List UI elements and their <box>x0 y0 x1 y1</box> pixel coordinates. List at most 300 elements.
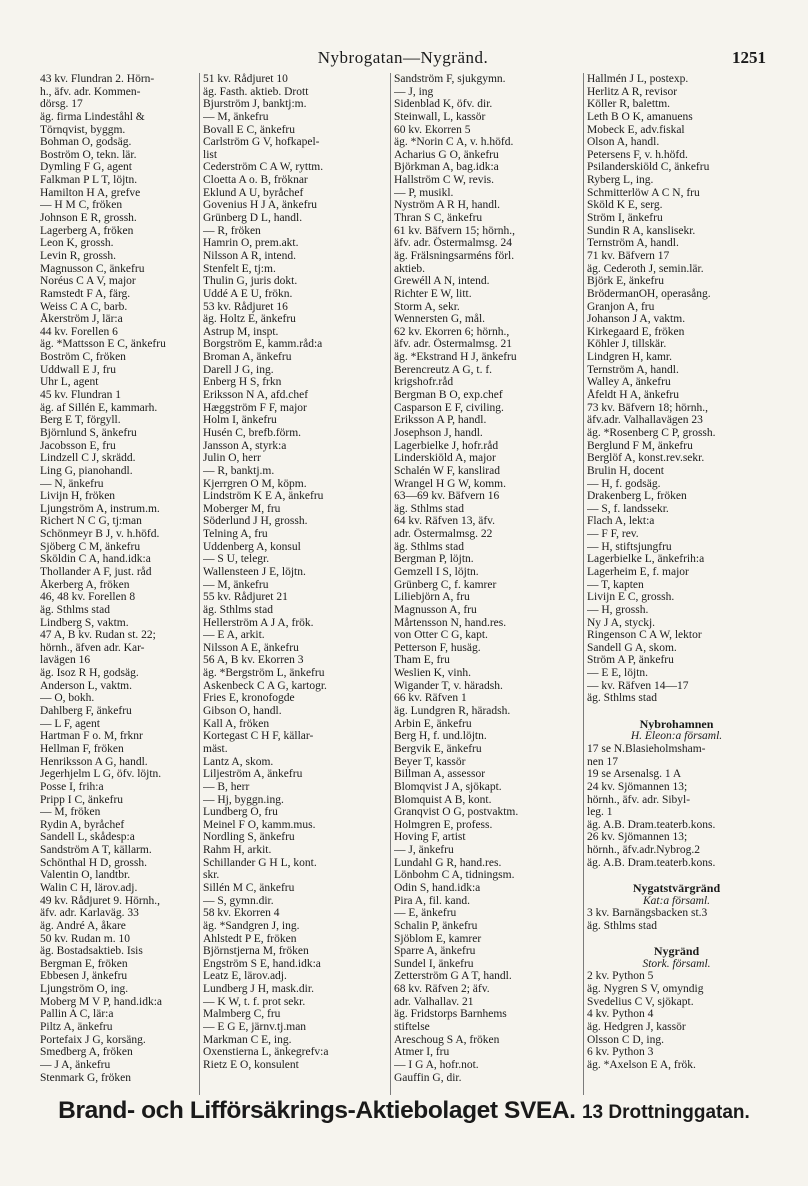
directory-entry: äg. *Ekstrand H J, änkefru <box>394 351 517 364</box>
directory-entry: Granjon A, fru <box>587 300 655 313</box>
directory-entry: Eriksson N A, afd.chef <box>203 389 309 402</box>
parish-subheading: H. Eleon:a församl. <box>630 730 723 743</box>
directory-entry: 73 kv. Bäfvern 18; hörnh., <box>587 401 708 414</box>
directory-entry: 49 kv. Rådjuret 9. Hörnh., <box>40 894 160 907</box>
directory-entry: leg. 1 <box>587 806 613 819</box>
directory-entry: Borgström E, kamm.råd:a <box>203 338 323 351</box>
directory-entry: Jansson A, styrk:a <box>203 439 287 452</box>
directory-entry <box>587 705 766 718</box>
directory-entry: Magnusson C, änkefru <box>40 262 145 275</box>
directory-entry: Petterson F, husäg. <box>394 641 481 654</box>
directory-entry: Piltz A, änkefru <box>40 1021 113 1034</box>
directory-entry: äfv. adr. Karlaväg. 33 <box>40 907 139 920</box>
page-number: 1251 <box>732 48 766 67</box>
directory-entry: mäst. <box>203 742 228 755</box>
directory-entry: Rahm H, arkit. <box>203 844 272 857</box>
directory-entry: äg. *Rosenberg C P, grossh. <box>587 426 716 439</box>
street-heading: Nygatstvärgränd <box>632 882 721 895</box>
directory-entry: Björnlund S, änkefru <box>40 426 137 439</box>
directory-entry: Fries E, kronofogde <box>203 692 295 705</box>
directory-entry: Björnstjerna M, fröken <box>203 945 309 958</box>
directory-entry: Lindström K E A, änkefru <box>203 490 324 503</box>
directory-entry: Broman A, änkefru <box>203 351 292 364</box>
directory-entry: Lundberg J H, mask.dir. <box>203 983 314 996</box>
directory-entry: äg. Cederoth J, semin.lär. <box>587 262 704 275</box>
directory-entry: Arbin E, änkefru <box>394 717 472 730</box>
directory-entry: Stenfelt E, tj:m. <box>203 262 276 275</box>
directory-entry: Sillén M C, änkefru <box>203 882 295 894</box>
directory-entry: Ringenson C A W, lektor <box>587 629 702 642</box>
directory-entry: Thollander A F, just. råd <box>40 565 152 578</box>
advertisement-banner <box>40 1097 768 1131</box>
parish-subheading: Kat:a församl. <box>642 894 711 907</box>
directory-entry: — P, musikl. <box>394 186 454 199</box>
directory-entry: Sandell L, skådesp:a <box>40 831 135 844</box>
directory-entry: Engström S E, hand.idk:a <box>203 957 321 970</box>
directory-entry: Uddwall E J, fru <box>40 363 117 376</box>
directory-entry: Kjerrgren O M, köpm. <box>203 477 307 490</box>
directory-entry: Smedberg A, fröken <box>40 1046 133 1059</box>
directory-entry: — N, änkefru <box>40 477 104 490</box>
directory-entry: 63—69 kv. Bäfvern 16 <box>394 490 500 503</box>
directory-entry: Olsson C D, ing. <box>587 1033 664 1046</box>
directory-entry: 47 A, B kv. Rudan st. 22; <box>40 629 156 642</box>
directory-entry: Schönmeyr B J, v. h.höfd. <box>40 528 160 541</box>
directory-entry: Grünberg C, f. kamrer <box>394 578 497 591</box>
directory-entry: 61 kv. Bäfvern 15; hörnh., <box>394 224 515 237</box>
directory-entry: — Hj, byggn.ing. <box>203 793 284 806</box>
directory-entry: Odin S, hand.idk:a <box>394 882 481 894</box>
directory-entry: Hallmén J L, postexp. <box>587 73 689 85</box>
directory-entry: Wrangel H G W, komm. <box>394 477 506 490</box>
parish-subheading: Stork. församl. <box>642 957 711 970</box>
directory-entry: — H, grossh. <box>587 603 649 616</box>
directory-entry: Cederström C A W, ryttm. <box>203 161 324 174</box>
directory-entry: Åkerberg A, fröken <box>40 578 130 591</box>
directory-entry: aktieb. <box>394 262 425 275</box>
directory-entry: äg. Isoz R H, godsäg. <box>40 667 139 680</box>
directory-entry: Telning A, fru <box>203 528 268 541</box>
directory-entry: Anderson L, vaktm. <box>40 679 132 692</box>
directory-entry: äg. *Bergström L, änkefru <box>203 667 325 680</box>
directory-entry: Atmer I, fru <box>394 1046 450 1059</box>
directory-entry: 4 kv. Python 4 <box>587 1008 654 1021</box>
directory-entry: Nordling S, änkefru <box>203 831 295 844</box>
directory-entry: — I G A, hofr.not. <box>394 1058 479 1071</box>
advertiser-address: 13 Drottninggatan. <box>581 1102 750 1123</box>
directory-entry: Berencreutz A G, t. f. <box>394 363 493 376</box>
directory-entry: Rietz E O, konsulent <box>203 1058 299 1071</box>
directory-entry: äg. Lundgren R, häradsh. <box>394 705 511 718</box>
directory-entry: Noréus C A V, major <box>40 275 136 288</box>
directory-entry: Steinwall, L, kassör <box>394 110 486 123</box>
directory-entry: Moberger M, fru <box>203 502 281 515</box>
directory-entry: Svedelius C V, sjökapt. <box>587 995 694 1008</box>
directory-entry: Astrup M, inspt. <box>203 325 279 338</box>
directory-entry: Jegerhjelm L G, öfv. löjtn. <box>40 768 162 781</box>
directory-entry: 55 kv. Rådjuret 21 <box>203 591 288 604</box>
directory-entry: Grewéll A N, intend. <box>394 275 490 288</box>
directory-entry: äg. André A, åkare <box>40 919 126 932</box>
directory-entry: Schmitterlöw A C N, fru <box>587 186 700 199</box>
directory-entry <box>587 869 766 882</box>
directory-entry: Nyström A R H, handl. <box>394 199 501 212</box>
directory-entry: — H, stiftsjungfru <box>587 540 672 553</box>
directory-entry: Walley A, änkefru <box>587 376 671 389</box>
directory-entry: Ryberg L, ing. <box>587 174 654 187</box>
directory-entry: hörnh., äfv. adr. Sibyl- <box>587 793 691 806</box>
directory-entry: Bergman B O, exp.chef <box>394 389 503 402</box>
directory-entry: äg. Fridstorps Barnhems <box>394 1008 507 1021</box>
directory-entry: Drakenberg L, fröken <box>587 490 687 503</box>
directory-entry: Ling G, pianohandl. <box>40 464 133 477</box>
directory-entry: Zetterström G A T, handl. <box>394 970 512 983</box>
directory-entry: Hoving F, artist <box>394 831 466 844</box>
directory-entry: äg. A.B. Dram.teaterb.kons. <box>587 856 716 869</box>
directory-entry: Åfeldt H A, änkefru <box>587 389 679 402</box>
directory-entry: äg. *Mattsson E C, änkefru <box>40 338 166 351</box>
directory-entry: hörnh., äfv.adr.Nybrog.2 <box>587 844 700 857</box>
directory-entry: äg. af Sillén E, kammarh. <box>40 401 158 414</box>
directory-entry: Hellerström A J A, frök. <box>203 616 314 629</box>
directory-entry: 50 kv. Rudan m. 10 <box>40 932 130 945</box>
directory-entry: Brulin H, docent <box>587 464 664 477</box>
directory-entry: Carlström G V, hofkapel- <box>203 136 320 149</box>
directory-entry: äg. firma Lindeståhl & <box>40 110 145 123</box>
directory-entry: Richert N C G, tj:man <box>40 515 142 528</box>
directory-entry: dörsg. 17 <box>40 98 83 111</box>
directory-entry: Lagerbielke L, änkefrih:a <box>587 553 705 566</box>
directory-entry: Walin C H, lärov.adj. <box>40 882 138 894</box>
directory-entry: Ny J A, styckj. <box>587 616 656 629</box>
directory-entry: 17 se N.Blasieholmsham- <box>587 742 706 755</box>
directory-entry: Ternström A, handl. <box>587 237 679 250</box>
directory-entry: Sandström F, sjukgymn. <box>394 73 506 85</box>
directory-entry: Berglöf A, konst.rev.sekr. <box>587 452 705 465</box>
directory-entry: 26 kv. Sjömannen 13; <box>587 831 688 844</box>
directory-entry: Linderskiöld A, major <box>394 452 496 465</box>
directory-entry: Rydin A, byråchef <box>40 818 125 831</box>
directory-entry: Blomquist A B, kont. <box>394 793 492 806</box>
directory-entry: Pallin A C, lär:a <box>40 1008 114 1021</box>
directory-entry: — M, änkefru <box>203 578 269 591</box>
directory-entry: Sköld K E, serg. <box>587 199 663 212</box>
street-heading: Nygränd <box>653 945 700 958</box>
directory-entry: Casparson E F, civiling. <box>394 401 504 414</box>
directory-entry: Levin R, grossh. <box>40 249 117 262</box>
directory-entry: Björk E, änkefru <box>587 275 664 288</box>
directory-entry: Gauffin G, dir. <box>394 1071 462 1084</box>
directory-entry: Pira A, fil. kand. <box>394 894 471 907</box>
directory-entry: hörnh., äfven adr. Kar- <box>40 641 145 654</box>
directory-entry: 51 kv. Rådjuret 10 <box>203 73 288 85</box>
directory-entry: 64 kv. Räfven 13, äfv. <box>394 515 496 528</box>
directory-entry: Kall A, fröken <box>203 717 270 730</box>
directory-entry: äg. Sthlms stad <box>394 502 464 515</box>
directory-entry: Berg H, f. und.löjtn. <box>394 730 487 743</box>
directory-entry: 45 kv. Flundran 1 <box>40 389 122 402</box>
directory-entry: Ahlstedt P E, fröken <box>203 932 297 945</box>
directory-entry: Lagerberg A, fröken <box>40 224 134 237</box>
directory-entry: Thran S C, änkefru <box>394 212 483 225</box>
directory-entry: Hellman F, fröken <box>40 742 124 755</box>
directory-entry: adr. Valhallav. 21 <box>394 995 474 1008</box>
directory-entry: Lundahl G R, hand.res. <box>394 856 502 869</box>
directory-entry: 2 kv. Python 5 <box>587 970 654 983</box>
directory-entry: Stenmark G, fröken <box>40 1071 132 1084</box>
directory-entry: Richter E W, litt. <box>394 287 472 300</box>
directory-entry: Liljeström A, änkefru <box>203 768 303 781</box>
directory-entry: Gemzell I S, löjtn. <box>394 565 479 578</box>
directory-entry: Posse I, frih:a <box>40 780 104 793</box>
directory-entry: Sidenblad K, öfv. dir. <box>394 98 493 111</box>
directory-entry: äg. Sthlms stad <box>587 692 657 705</box>
directory-entry: Berglund F M, änkefru <box>587 439 693 452</box>
directory-entry: Eklund A U, byråchef <box>203 186 304 199</box>
directory-entry: Hamrin O, prem.akt. <box>203 237 299 250</box>
directory-entry: skr. <box>203 869 220 882</box>
directory-entry: Oxenstierna L, änkegrefv:a <box>203 1046 329 1059</box>
directory-entry: Sjöberg C M, änkefru <box>40 540 141 553</box>
directory-entry: lavägen 16 <box>40 654 91 667</box>
directory-entry: krigshofr.råd <box>394 376 454 389</box>
directory-entry: Weslien K, vinh. <box>394 667 472 680</box>
directory-entry: Ebbesen J, änkefru <box>40 970 128 983</box>
directory-entry: Ljungström O, ing. <box>40 983 129 996</box>
directory-entry: 3 kv. Barnängsbacken st.3 <box>587 907 708 920</box>
directory-entry: Schalin P, änkefru <box>394 919 478 932</box>
advertiser-name: Brand- och Lifförsäkrings-Aktiebolaget SVEA. <box>58 1097 576 1124</box>
directory-entry: äg. Nygren S V, omyndig <box>587 983 704 996</box>
directory-entry: Tham E, fru <box>394 654 450 667</box>
directory-entry: Sundin R A, kanslisekr. <box>587 224 696 237</box>
directory-entry: Petersens F, v. h.höfd. <box>587 148 688 161</box>
directory-entry <box>587 933 766 946</box>
directory-entry: Nilsson A E, änkefru <box>203 641 299 654</box>
directory-entry: — M, änkefru <box>203 110 269 123</box>
directory-columns <box>40 73 768 1095</box>
directory-entry: Henriksson A G, handl. <box>40 755 148 768</box>
directory-entry: — J A, änkefru <box>40 1058 111 1071</box>
directory-entry: Bjurström J, banktj:m. <box>203 98 307 111</box>
directory-entry: Flach A, lekt:a <box>587 515 655 528</box>
directory-entry: Uhr L, agent <box>40 376 99 389</box>
directory-entry: Holmgren E, profess. <box>394 818 493 831</box>
directory-entry: Bergman P, löjtn. <box>394 553 474 566</box>
directory-entry: äg. Sthlms stad <box>40 603 110 616</box>
directory-entry: Markman C E, ing. <box>203 1033 292 1046</box>
directory-entry: Thulin G, juris dokt. <box>203 275 298 288</box>
directory-entry: Johanson J A, vaktm. <box>587 313 686 326</box>
directory-entry: Jacobsson E, fru <box>40 439 116 452</box>
directory-entry: Askenbeck C A G, kartogr. <box>203 679 327 692</box>
directory-entry: äg. *Axelson E A, frök. <box>587 1058 696 1071</box>
page-header <box>40 48 766 70</box>
directory-entry: äg. Hedgren J, kassör <box>587 1021 686 1034</box>
directory-entry: — S, gymn.dir. <box>203 894 274 907</box>
directory-entry: Lönbohm C A, tidningsm. <box>394 869 515 882</box>
directory-entry: 46, 48 kv. Forellen 8 <box>40 591 136 604</box>
directory-entry: Wigander T, v. häradsh. <box>394 679 503 692</box>
directory-entry: Lindberg S, vaktm. <box>40 616 129 629</box>
directory-entry: äfv. adr. Östermalmsg. 21 <box>394 338 513 351</box>
directory-entry: stiftelse <box>394 1021 430 1034</box>
directory-entry: Nilsson A R, intend. <box>203 249 296 262</box>
directory-entry: Lagerheim E, f. major <box>587 565 689 578</box>
directory-entry: 43 kv. Flundran 2. Hörn- <box>40 73 155 85</box>
directory-entry: — R, banktj.m. <box>203 464 275 477</box>
directory-entry: Bergman E, fröken <box>40 957 128 970</box>
directory-entry: Leatz E, lärov.adj. <box>203 970 287 983</box>
directory-entry: — R, fröken <box>203 224 261 237</box>
directory-entry: Wennersten G, mål. <box>394 313 486 326</box>
directory-entry: Julin O, herr <box>203 452 261 465</box>
directory-entry: BrödermanOH, operasång. <box>587 287 711 300</box>
directory-entry: 24 kv. Sjömannen 13; <box>587 780 688 793</box>
directory-entry: — L F, agent <box>40 717 100 730</box>
directory-entry: — kv. Räfven 14—17 <box>587 679 689 692</box>
directory-entry: — S U, telegr. <box>203 553 270 566</box>
directory-entry: Josephson J, handl. <box>394 426 483 439</box>
directory-entry: Mårtensson N, hand.res. <box>394 616 507 629</box>
directory-entry: Ternström A, handl. <box>587 363 679 376</box>
directory-entry: Moberg M V P, hand.idk:a <box>40 995 163 1008</box>
directory-entry: Uddé A E U, frökn. <box>203 287 293 300</box>
directory-entry: Dymling F G, agent <box>40 161 132 174</box>
directory-entry: — K W, t. f. prot sekr. <box>203 995 306 1008</box>
directory-entry: 60 kv. Ekorren 5 <box>394 123 471 136</box>
directory-entry: Mobeck E, adv.fiskal <box>587 123 685 136</box>
directory-entry: 19 se Arsenalsg. 1 A <box>587 768 682 781</box>
directory-entry: — E G E, järnv.tj.man <box>203 1021 307 1034</box>
directory-entry: Bergvik E, änkefru <box>394 742 482 755</box>
directory-entry: Johnson E R, grossh. <box>40 212 137 225</box>
directory-entry: 58 kv. Ekorren 4 <box>203 907 280 920</box>
directory-entry: 68 kv. Räfven 2; äfv. <box>394 983 490 996</box>
directory-entry: äg. Fasth. aktieb. Drott <box>203 85 309 98</box>
directory-entry: nen 17 <box>587 755 618 768</box>
directory-entry: Ström A P, änkefru <box>587 654 674 667</box>
directory-entry: Sparre A, änkefru <box>394 945 476 958</box>
directory-entry: äg. Holtz E, änkefru <box>203 313 296 326</box>
directory-entry: Schillander G H L, kont. <box>203 856 317 869</box>
directory-entry: — T, kapten <box>587 578 644 591</box>
directory-entry: Malmberg C, fru <box>203 1008 281 1021</box>
directory-entry: Ström I, änkefru <box>587 212 663 225</box>
directory-entry: Bovall E C, änkefru <box>203 123 295 136</box>
directory-entry: — E A, arkit. <box>203 629 265 642</box>
directory-entry: Åkerström J, lär:a <box>40 313 123 326</box>
directory-entry: Sköldin C A, hand.idk:a <box>40 553 151 566</box>
directory-entry: Weiss C A C, barb. <box>40 300 128 313</box>
directory-entry: Eriksson A P, handl. <box>394 414 487 427</box>
column-1 <box>40 73 199 1095</box>
directory-entry: adr. Östermalmsg. 22 <box>394 528 493 541</box>
directory-entry: 71 kv. Bäfvern 17 <box>587 249 670 262</box>
directory-entry: Uddenberg A, konsul <box>203 540 301 553</box>
directory-entry: Livijn E C, grossh. <box>587 591 675 604</box>
directory-entry: äg. A.B. Dram.teaterb.kons. <box>587 818 716 831</box>
directory-entry: Törnqvist, byggm. <box>40 123 126 136</box>
directory-entry: Enberg H S, frkn <box>203 376 282 389</box>
directory-entry: Liliebjörn A, fru <box>394 591 470 604</box>
directory-entry: Schönthal H D, grossh. <box>40 856 148 869</box>
directory-entry: Pripp I C, änkefru <box>40 793 124 806</box>
directory-entry: äg. Bostadsaktieb. Isis <box>40 945 143 958</box>
directory-entry: — B, herr <box>203 780 250 793</box>
directory-entry: Herlitz A R, revisor <box>587 85 678 98</box>
directory-entry: Leth B O K, amanuens <box>587 110 693 123</box>
directory-entry: Wallensteen J E, löjtn. <box>203 565 306 578</box>
directory-entry: Valentin O, landtbr. <box>40 869 131 882</box>
directory-entry: Dahlberg F, änkefru <box>40 705 132 718</box>
directory-entry: Olson A, handl. <box>587 136 660 149</box>
directory-entry: Beyer T, kassör <box>394 755 466 768</box>
directory-entry: Lindgren H, kamr. <box>587 351 672 364</box>
directory-entry: — M, fröken <box>40 806 101 819</box>
directory-entry: Hartman F o. M, frknr <box>40 730 143 743</box>
directory-entry: Holm I, änkefru <box>203 414 277 427</box>
directory-entry: äfv. adr. Östermalmsg. 24 <box>394 237 513 250</box>
directory-entry: Hallström C W, revis. <box>394 174 494 187</box>
directory-entry: 66 kv. Räfven 1 <box>394 692 467 705</box>
directory-entry: Govenius H J A, änkefru <box>203 199 318 212</box>
directory-entry: Björkman A, bag.idk:a <box>394 161 499 174</box>
directory-entry: Darell J G, ing. <box>203 363 274 376</box>
directory-entry: Hamilton H A, grefve <box>40 186 141 199</box>
directory-entry: Cloetta A o. B, fröknar <box>203 174 308 187</box>
directory-entry: Billman A, assessor <box>394 768 486 781</box>
directory-entry: äg. Frälsningsarméns förl. <box>394 249 515 262</box>
directory-entry: Storm A, sekr. <box>394 300 460 313</box>
directory-entry: äg. *Norin C A, v. h.höfd. <box>394 136 514 149</box>
directory-entry: Portefaix J G, korsäng. <box>40 1033 146 1046</box>
directory-entry: — E, änkefru <box>394 907 457 920</box>
directory-entry: Magnusson A, fru <box>394 603 477 616</box>
street-heading: Nybrohamnen <box>639 717 714 731</box>
directory-entry: Kirkegaard E, fröken <box>587 325 685 338</box>
directory-entry: Bohman O, godsäg. <box>40 136 132 149</box>
directory-entry: Lundberg O, fru <box>203 806 278 819</box>
directory-entry: Sjöblom E, kamrer <box>394 932 482 945</box>
directory-entry: Sandström A T, källarm. <box>40 844 152 857</box>
directory-entry: Berg E T, förgyll. <box>40 414 121 427</box>
directory-entry: — S, f. landssekr. <box>587 502 669 515</box>
directory-entry: h., äfv. adr. Kommen- <box>40 85 141 98</box>
directory-entry: 6 kv. Python 3 <box>587 1046 654 1059</box>
directory-entry: 44 kv. Forellen 6 <box>40 325 118 338</box>
directory-entry: Köller R, balettm. <box>587 98 671 111</box>
directory-entry: — H, f. godsäg. <box>587 477 661 490</box>
directory-entry: Husén C, brefb.förm. <box>203 426 302 439</box>
directory-entry: list <box>203 148 218 161</box>
directory-entry: Gibson O, handl. <box>203 705 282 718</box>
column-2 <box>199 73 390 1095</box>
directory-entry: Schalén W F, kanslirad <box>394 464 500 477</box>
directory-entry: Acharius G O, änkefru <box>394 148 499 161</box>
directory-entry: Areschoug S A, fröken <box>394 1033 500 1046</box>
directory-entry: Lagerbielke J, hofr.råd <box>394 439 499 452</box>
directory-entry: Livijn H, fröken <box>40 490 116 503</box>
directory-entry: Söderlund J H, grossh. <box>203 515 308 528</box>
directory-entry: Granqvist O G, postvaktm. <box>394 806 519 819</box>
directory-entry: Hæggström F F, major <box>203 401 307 414</box>
directory-entry: — F F, rev. <box>587 528 639 541</box>
directory-entry: Boström C, fröken <box>40 351 126 364</box>
directory-entry: Leon K, grossh. <box>40 237 114 250</box>
directory-entry: äg. *Sandgren J, ing. <box>203 919 300 932</box>
directory-entry: äg. Sthlms stad <box>394 540 464 553</box>
